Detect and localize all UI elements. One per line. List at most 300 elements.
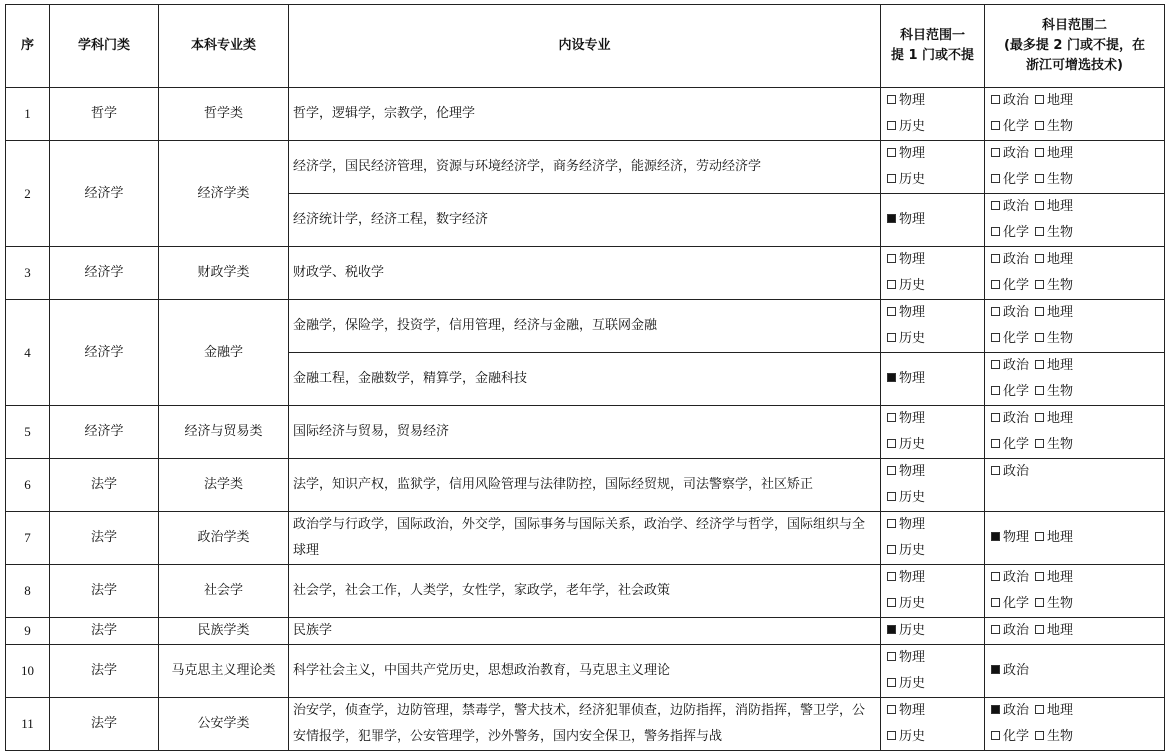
header-scope-two-line1: 科目范围二 — [1041, 18, 1107, 33]
scope-one-line — [885, 591, 980, 617]
subject-option — [991, 278, 1029, 293]
scope-one-line — [885, 698, 980, 724]
subject-option — [1035, 252, 1073, 267]
row-seq: 1 — [6, 88, 50, 141]
row-majors: 法学，知识产权，监狱学，信用风险管理与法律防控，国际经贸规，司法警察学，社区矫正 — [289, 459, 881, 512]
row-scope-two — [985, 645, 1165, 698]
table-body — [6, 88, 1165, 751]
subject-label: 历史 — [899, 596, 926, 611]
subject-label: 物理 — [899, 411, 926, 426]
subject-label: 地理 — [1047, 703, 1074, 718]
row-category: 经济学 — [50, 247, 159, 300]
row-scope-one — [881, 645, 985, 698]
row-scope-one — [881, 353, 985, 406]
table-row — [6, 406, 1165, 459]
checkbox-empty-icon — [991, 333, 1000, 342]
subject-option — [887, 172, 925, 187]
subject-label: 政治 — [1003, 663, 1030, 678]
row-scope-two — [985, 406, 1165, 459]
subject-label: 历史 — [899, 119, 926, 134]
row-majors: 经济学，国民经济管理，资源与环境经济学，商务经济学，能源经济，劳动经济学 — [289, 141, 881, 194]
subject-label: 地理 — [1047, 93, 1074, 108]
checkbox-empty-icon — [1035, 731, 1044, 740]
row-majors: 政治学与行政学，国际政治，外交学，国际事务与国际关系，政治学、经济学与哲学，国际组织与全球理 — [289, 512, 881, 565]
subject-label: 化学 — [1003, 437, 1030, 452]
scope-two-line — [989, 141, 1160, 167]
row-major-class: 民族学类 — [159, 618, 289, 645]
row-seq: 6 — [6, 459, 50, 512]
header-scope-one-line1: 科目范围一 — [899, 28, 965, 43]
row-majors: 哲学，逻辑学，宗教学，伦理学 — [289, 88, 881, 141]
scope-two-line — [989, 565, 1160, 591]
subject-option — [991, 596, 1029, 611]
subject-option — [991, 464, 1029, 479]
checkbox-empty-icon — [991, 307, 1000, 316]
row-category: 经济学 — [50, 406, 159, 459]
scope-one-line — [885, 273, 980, 299]
table-row — [6, 565, 1165, 618]
scope-one-line — [885, 538, 980, 564]
subject-option — [1035, 437, 1073, 452]
subject-label: 物理 — [899, 212, 926, 227]
subject-option — [887, 146, 925, 161]
subject-option — [887, 371, 925, 386]
scope-two-line — [989, 658, 1160, 684]
subject-option — [887, 212, 925, 227]
row-scope-two — [985, 698, 1165, 751]
subject-option — [991, 570, 1029, 585]
scope-two-line — [989, 353, 1160, 379]
subject-label: 历史 — [899, 543, 926, 558]
checkbox-empty-icon — [1035, 254, 1044, 263]
subject-label: 地理 — [1047, 530, 1074, 545]
checkbox-empty-icon — [887, 148, 896, 157]
subject-label: 生物 — [1047, 437, 1074, 452]
scope-one-line — [885, 366, 980, 392]
row-category: 经济学 — [50, 300, 159, 406]
row-scope-one — [881, 698, 985, 751]
scope-two-line — [989, 114, 1160, 140]
checkbox-checked-icon — [887, 625, 896, 634]
checkbox-empty-icon — [887, 652, 896, 661]
header-scope-two — [985, 5, 1165, 88]
subject-label: 生物 — [1047, 172, 1074, 187]
subject-label: 物理 — [899, 93, 926, 108]
subject-option — [991, 623, 1029, 638]
subject-label: 物理 — [1003, 530, 1030, 545]
checkbox-empty-icon — [1035, 201, 1044, 210]
table-row — [6, 645, 1165, 698]
checkbox-empty-icon — [991, 227, 1000, 236]
row-seq: 2 — [6, 141, 50, 247]
scope-one-line — [885, 114, 980, 140]
subject-option — [1035, 331, 1073, 346]
subject-label: 化学 — [1003, 225, 1030, 240]
header-category: 学科门类 — [50, 5, 159, 88]
subject-option — [991, 93, 1029, 108]
row-majors: 金融工程，金融数学，精算学，金融科技 — [289, 353, 881, 406]
checkbox-empty-icon — [991, 413, 1000, 422]
checkbox-empty-icon — [887, 307, 896, 316]
scope-two-line — [989, 273, 1160, 299]
subject-label: 历史 — [899, 490, 926, 505]
scope-one-line — [885, 485, 980, 511]
row-majors: 财政学、税收学 — [289, 247, 881, 300]
checkbox-empty-icon — [1035, 572, 1044, 581]
subject-option — [1035, 596, 1073, 611]
table-row — [6, 459, 1165, 512]
checkbox-empty-icon — [991, 174, 1000, 183]
subject-option — [991, 199, 1029, 214]
row-major-class: 马克思主义理论类 — [159, 645, 289, 698]
row-category: 法学 — [50, 698, 159, 751]
row-scope-one — [881, 618, 985, 645]
checkbox-empty-icon — [887, 598, 896, 607]
checkbox-empty-icon — [887, 731, 896, 740]
checkbox-empty-icon — [887, 519, 896, 528]
subject-label: 政治 — [1003, 199, 1030, 214]
checkbox-empty-icon — [991, 466, 1000, 475]
table-row — [6, 300, 1165, 353]
subject-option — [1035, 530, 1073, 545]
header-seq: 序 — [6, 5, 50, 88]
header-row — [6, 5, 1165, 88]
row-scope-two — [985, 618, 1165, 645]
subject-option — [1035, 93, 1073, 108]
checkbox-empty-icon — [1035, 307, 1044, 316]
row-major-class: 金融学 — [159, 300, 289, 406]
checkbox-empty-icon — [1035, 705, 1044, 714]
subject-label: 化学 — [1003, 278, 1030, 293]
scope-two-line — [989, 432, 1160, 458]
checkbox-empty-icon — [1035, 532, 1044, 541]
subject-option — [1035, 172, 1073, 187]
checkbox-empty-icon — [887, 333, 896, 342]
checkbox-empty-icon — [1035, 598, 1044, 607]
subject-label: 政治 — [1003, 305, 1030, 320]
row-scope-one — [881, 565, 985, 618]
checkbox-empty-icon — [991, 598, 1000, 607]
subject-option — [887, 93, 925, 108]
row-major-class: 社会学 — [159, 565, 289, 618]
row-scope-two — [985, 141, 1165, 194]
checkbox-empty-icon — [1035, 386, 1044, 395]
subject-option — [991, 358, 1029, 373]
subject-label: 政治 — [1003, 703, 1030, 718]
subject-requirements-table — [5, 4, 1165, 751]
subject-label: 生物 — [1047, 596, 1074, 611]
subject-label: 历史 — [899, 729, 926, 744]
row-scope-one — [881, 88, 985, 141]
subject-label: 化学 — [1003, 119, 1030, 134]
scope-two-line — [989, 300, 1160, 326]
subject-option — [887, 623, 925, 638]
checkbox-empty-icon — [991, 201, 1000, 210]
subject-option — [887, 729, 925, 744]
checkbox-checked-icon — [887, 373, 896, 382]
subject-option — [887, 490, 925, 505]
scope-one-line — [885, 645, 980, 671]
subject-label: 物理 — [899, 252, 926, 267]
checkbox-empty-icon — [1035, 360, 1044, 369]
scope-one-line — [885, 724, 980, 750]
checkbox-empty-icon — [887, 705, 896, 714]
checkbox-empty-icon — [991, 254, 1000, 263]
subject-label: 政治 — [1003, 623, 1030, 638]
subject-option — [887, 596, 925, 611]
subject-option — [1035, 199, 1073, 214]
subject-option — [887, 119, 925, 134]
subject-option — [887, 650, 925, 665]
checkbox-empty-icon — [887, 121, 896, 130]
checkbox-empty-icon — [991, 360, 1000, 369]
subject-label: 历史 — [899, 278, 926, 293]
scope-two-line — [989, 618, 1160, 644]
subject-option — [991, 146, 1029, 161]
row-category: 哲学 — [50, 88, 159, 141]
row-majors: 经济统计学，经济工程，数字经济 — [289, 194, 881, 247]
subject-option — [887, 331, 925, 346]
checkbox-empty-icon — [1035, 148, 1044, 157]
checkbox-empty-icon — [991, 731, 1000, 740]
row-category: 法学 — [50, 459, 159, 512]
row-scope-two — [985, 88, 1165, 141]
subject-option — [887, 703, 925, 718]
row-major-class: 政治学类 — [159, 512, 289, 565]
subject-label: 政治 — [1003, 93, 1030, 108]
scope-two-line — [989, 379, 1160, 405]
checkbox-empty-icon — [991, 148, 1000, 157]
row-majors: 治安学，侦查学，边防管理，禁毒学，警犬技术，经济犯罪侦查，边防指挥，消防指挥，警卫学，公安情报学，犯罪学，公安管理学，沙外警务，国内安全保卫，警务指挥与战 — [289, 698, 881, 751]
subject-option — [991, 225, 1029, 240]
checkbox-empty-icon — [991, 121, 1000, 130]
row-seq: 9 — [6, 618, 50, 645]
checkbox-empty-icon — [991, 439, 1000, 448]
subject-label: 物理 — [899, 305, 926, 320]
subject-option — [1035, 729, 1073, 744]
subject-label: 地理 — [1047, 305, 1074, 320]
row-seq: 3 — [6, 247, 50, 300]
checkbox-checked-icon — [991, 665, 1000, 674]
subject-option — [887, 278, 925, 293]
scope-one-line — [885, 432, 980, 458]
header-major-class: 本科专业类 — [159, 5, 289, 88]
subject-label: 历史 — [899, 437, 926, 452]
subject-label: 生物 — [1047, 119, 1074, 134]
row-category: 法学 — [50, 618, 159, 645]
subject-label: 化学 — [1003, 384, 1030, 399]
subject-option — [991, 305, 1029, 320]
scope-two-line — [989, 591, 1160, 617]
row-scope-two — [985, 565, 1165, 618]
checkbox-checked-icon — [991, 532, 1000, 541]
row-major-class: 公安学类 — [159, 698, 289, 751]
subject-option — [1035, 570, 1073, 585]
subject-option — [887, 411, 925, 426]
scope-one-line — [885, 459, 980, 485]
checkbox-empty-icon — [1035, 439, 1044, 448]
subject-option — [887, 464, 925, 479]
scope-one-line — [885, 618, 980, 644]
subject-option — [1035, 225, 1073, 240]
row-scope-one — [881, 141, 985, 194]
checkbox-empty-icon — [887, 572, 896, 581]
subject-label: 政治 — [1003, 252, 1030, 267]
scope-two-line — [989, 724, 1160, 750]
subject-label: 历史 — [899, 623, 926, 638]
subject-label: 政治 — [1003, 411, 1030, 426]
scope-one-line — [885, 207, 980, 233]
scope-one-line — [885, 141, 980, 167]
scope-one-line — [885, 300, 980, 326]
row-seq: 10 — [6, 645, 50, 698]
subject-label: 地理 — [1047, 570, 1074, 585]
row-majors: 民族学 — [289, 618, 881, 645]
subject-label: 历史 — [899, 172, 926, 187]
row-major-class: 法学类 — [159, 459, 289, 512]
header-scope-one — [881, 5, 985, 88]
scope-one-line — [885, 565, 980, 591]
table-row — [6, 88, 1165, 141]
scope-one-line — [885, 671, 980, 697]
scope-one-line — [885, 88, 980, 114]
subject-label: 物理 — [899, 703, 926, 718]
row-majors: 社会学，社会工作，人类学，女性学，家政学，老年学，社会政策 — [289, 565, 881, 618]
subject-option — [887, 305, 925, 320]
subject-label: 历史 — [899, 676, 926, 691]
row-scope-two — [985, 459, 1165, 512]
checkbox-empty-icon — [887, 254, 896, 263]
subject-option — [1035, 623, 1073, 638]
subject-label: 政治 — [1003, 570, 1030, 585]
row-majors: 科学社会主义，中国共产党历史，思想政治教育，马克思主义理论 — [289, 645, 881, 698]
row-seq: 8 — [6, 565, 50, 618]
subject-option — [887, 437, 925, 452]
subject-option — [991, 252, 1029, 267]
row-scope-two — [985, 300, 1165, 353]
checkbox-empty-icon — [991, 572, 1000, 581]
subject-option — [991, 729, 1029, 744]
subject-option — [991, 530, 1029, 545]
subject-label: 化学 — [1003, 596, 1030, 611]
subject-option — [887, 676, 925, 691]
subject-option — [1035, 358, 1073, 373]
subject-label: 政治 — [1003, 146, 1030, 161]
subject-option — [991, 119, 1029, 134]
subject-label: 地理 — [1047, 411, 1074, 426]
subject-label: 化学 — [1003, 729, 1030, 744]
subject-option — [991, 411, 1029, 426]
checkbox-empty-icon — [887, 678, 896, 687]
row-scope-two — [985, 512, 1165, 565]
subject-label: 生物 — [1047, 331, 1074, 346]
subject-label: 化学 — [1003, 331, 1030, 346]
subject-label: 历史 — [899, 331, 926, 346]
row-seq: 5 — [6, 406, 50, 459]
row-majors: 国际经济与贸易，贸易经济 — [289, 406, 881, 459]
row-seq: 11 — [6, 698, 50, 751]
subject-option — [887, 570, 925, 585]
subject-label: 政治 — [1003, 358, 1030, 373]
scope-two-line — [989, 698, 1160, 724]
subject-label: 物理 — [899, 146, 926, 161]
row-category: 法学 — [50, 645, 159, 698]
checkbox-checked-icon — [887, 214, 896, 223]
scope-two-line — [989, 459, 1160, 485]
scope-two-line — [989, 525, 1160, 551]
row-major-class: 经济学类 — [159, 141, 289, 247]
row-seq: 4 — [6, 300, 50, 406]
scope-two-line — [989, 220, 1160, 246]
subject-option — [991, 663, 1029, 678]
checkbox-empty-icon — [887, 174, 896, 183]
row-category: 经济学 — [50, 141, 159, 247]
row-scope-one — [881, 459, 985, 512]
subject-option — [1035, 384, 1073, 399]
row-major-class: 财政学类 — [159, 247, 289, 300]
row-scope-two — [985, 194, 1165, 247]
subject-label: 物理 — [899, 650, 926, 665]
subject-label: 物理 — [899, 517, 926, 532]
table-row — [6, 618, 1165, 645]
subject-label: 地理 — [1047, 252, 1074, 267]
subject-label: 生物 — [1047, 384, 1074, 399]
subject-label: 化学 — [1003, 172, 1030, 187]
checkbox-empty-icon — [887, 95, 896, 104]
subject-label: 地理 — [1047, 199, 1074, 214]
subject-label: 物理 — [899, 371, 926, 386]
checkbox-empty-icon — [887, 492, 896, 501]
subject-option — [1035, 119, 1073, 134]
checkbox-empty-icon — [887, 413, 896, 422]
row-category: 法学 — [50, 565, 159, 618]
table-row — [6, 698, 1165, 751]
subject-label: 地理 — [1047, 146, 1074, 161]
checkbox-empty-icon — [887, 439, 896, 448]
row-majors: 金融学，保险学，投资学，信用管理，经济与金融，互联网金融 — [289, 300, 881, 353]
row-scope-two — [985, 353, 1165, 406]
table-row — [6, 247, 1165, 300]
subject-label: 物理 — [899, 464, 926, 479]
checkbox-empty-icon — [991, 386, 1000, 395]
scope-two-line — [989, 88, 1160, 114]
scope-two-line — [989, 247, 1160, 273]
subject-option — [887, 517, 925, 532]
subject-label: 生物 — [1047, 278, 1074, 293]
header-majors: 内设专业 — [289, 5, 881, 88]
subject-option — [991, 703, 1029, 718]
checkbox-empty-icon — [991, 95, 1000, 104]
header-scope-two-line3: 浙江可增选技术) — [1026, 58, 1123, 73]
header-scope-two-line2: (最多提 2 门或不提，在 — [1003, 38, 1146, 53]
checkbox-empty-icon — [1035, 121, 1044, 130]
subject-option — [991, 384, 1029, 399]
subject-option — [1035, 411, 1073, 426]
checkbox-empty-icon — [887, 466, 896, 475]
row-scope-one — [881, 194, 985, 247]
checkbox-empty-icon — [1035, 174, 1044, 183]
checkbox-empty-icon — [991, 625, 1000, 634]
subject-label: 地理 — [1047, 358, 1074, 373]
subject-option — [887, 543, 925, 558]
table-row — [6, 141, 1165, 194]
row-scope-two — [985, 247, 1165, 300]
row-major-class: 经济与贸易类 — [159, 406, 289, 459]
scope-two-line — [989, 406, 1160, 432]
subject-option — [991, 331, 1029, 346]
row-scope-one — [881, 512, 985, 565]
scope-one-line — [885, 167, 980, 193]
